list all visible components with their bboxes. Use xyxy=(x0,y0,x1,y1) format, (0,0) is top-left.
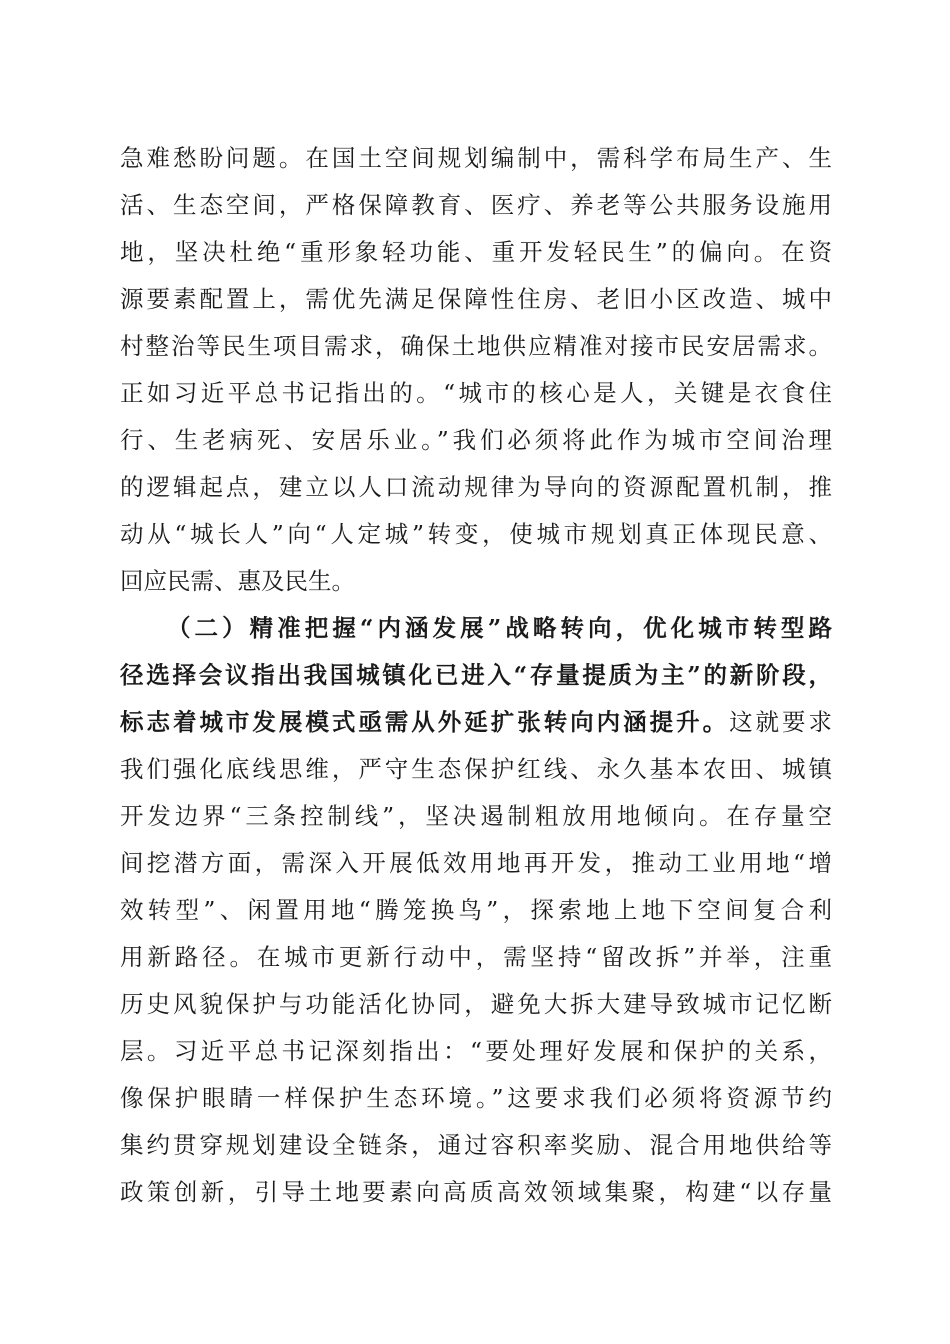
heading-tail: 标志着城市发展模式亟需从外延扩张转向内涵提升。 xyxy=(120,708,730,736)
section-heading-line: （二）精准把握“内涵发展”战略转向，优化城市转型路 xyxy=(167,614,832,642)
paragraph-line: 用新路径。在城市更新行动中，需坚持“留改拆”并举，注重 xyxy=(120,943,832,971)
paragraph-line: 我们强化底线思维，严守生态保护红线、永久基本农田、城镇 xyxy=(120,755,832,783)
paragraph-line: 层。习近平总书记深刻指出：“要处理好发展和保护的关系， xyxy=(120,1037,832,1065)
paragraph-line: 地，坚决杜绝“重形象轻功能、重开发轻民生”的偏向。在资 xyxy=(120,238,832,266)
paragraph-line: 急难愁盼问题。在国土空间规划编制中，需科学布局生产、生 xyxy=(120,144,832,172)
paragraph-line: 源要素配置上，需优先满足保障性住房、老旧小区改造、城中 xyxy=(120,285,832,313)
paragraph-line: 活、生态空间，严格保障教育、医疗、养老等公共服务设施用 xyxy=(120,191,832,219)
line-tail: 这就要求 xyxy=(729,708,833,736)
paragraph-line: 行、生老病死、安居乐业。”我们必须将此作为城市空间治理 xyxy=(120,426,832,454)
paragraph-line: 间挖潜方面，需深入开展低效用地再开发，推动工业用地“增 xyxy=(120,849,832,877)
paragraph-line: 政策创新，引导土地要素向高质高效领域集聚，构建“以存量 xyxy=(120,1178,832,1206)
paragraph-line xyxy=(120,700,832,744)
paragraph-line: 开发边界“三条控制线”，坚决遏制粗放用地倾向。在存量空 xyxy=(120,802,832,830)
paragraph-line: 村整治等民生项目需求，确保土地供应精准对接市民安居需求。 xyxy=(120,332,832,360)
section-heading-line: 径选择会议指出我国城镇化已进入“存量提质为主”的新阶段， xyxy=(120,661,832,689)
paragraph-line: 历史风貌保护与功能活化协同，避免大拆大建导致城市记忆断 xyxy=(120,990,832,1018)
paragraph-line: 正如习近平总书记指出的。“城市的核心是人，关键是衣食住 xyxy=(120,379,832,407)
paragraph-line: 动从“城长人”向“人定城”转变，使城市规划真正体现民意、 xyxy=(120,520,832,548)
paragraph-line: 集约贯穿规划建设全链条，通过容积率奖励、混合用地供给等 xyxy=(120,1131,832,1159)
paragraph-line: 效转型”、闲置用地“腾笼换鸟”，探索地上地下空间复合利 xyxy=(120,896,832,924)
paragraph-line: 像保护眼睛一样保护生态环境。”这要求我们必须将资源节约 xyxy=(120,1084,832,1112)
paragraph-line: 回应民需、惠及民生。 xyxy=(120,567,355,595)
paragraph-line: 的逻辑起点，建立以人口流动规律为导向的资源配置机制，推 xyxy=(120,473,832,501)
